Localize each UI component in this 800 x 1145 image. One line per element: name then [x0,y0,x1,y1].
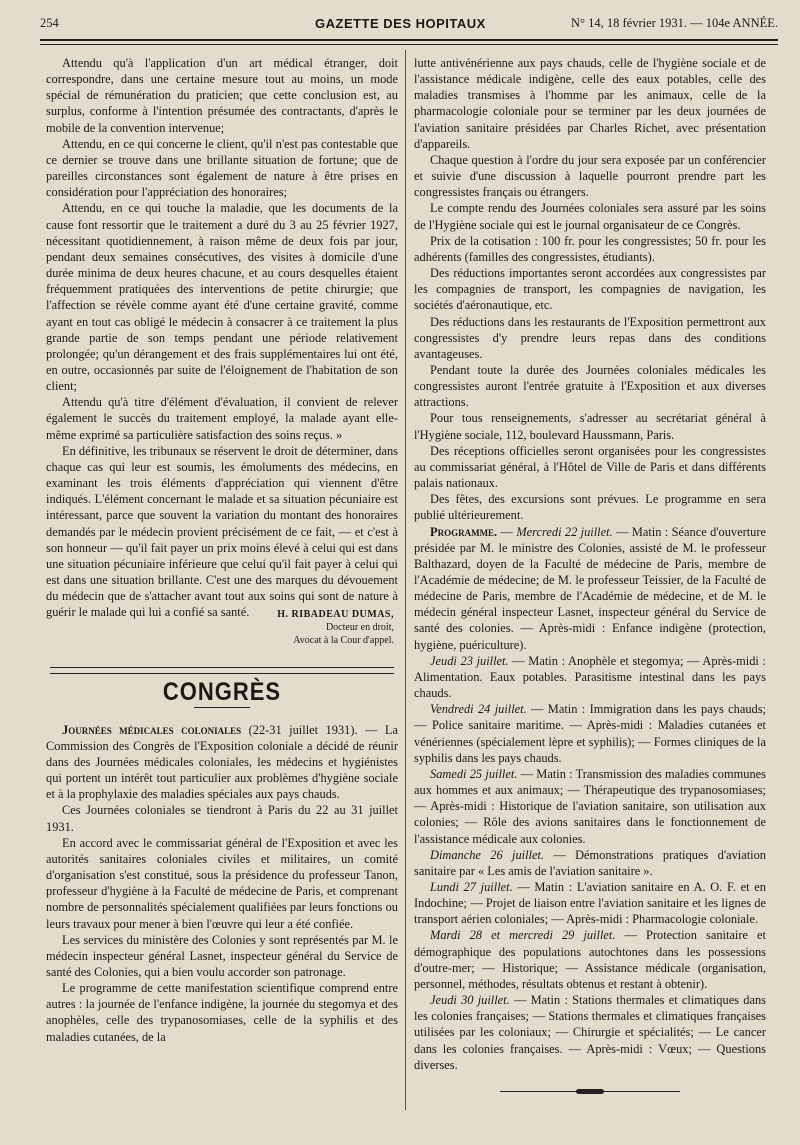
programme-text: — Matin : Séance d'ouverture présidée par M. le ministre des Colonies, assisté de M. le professeur Balthazard, doyen de la Faculté de médecine de Paris, membre de l'Académie de médecine; de M. le professeur Teissier, de la Faculté de médecine de Paris, membre de l'Académie de médecine, et de M. le médecin général inspecteur Lasnet, inspecteur général du Service de santé des colonies. — Après-midi : Enfance indigène (protection, hygiène, puériculture). [414,524,766,652]
programme-date: Samedi 25 juillet. [430,766,518,781]
column-divider [405,50,406,1110]
programme-date: Lundi 27 juillet. [430,879,513,894]
paragraph: Attendu, en ce qui concerne le client, qu'il n'est pas contestable que ce dernier se trouve dans une brillante situation de fortune; que de pareilles circonstances sont également de nature à être prises en considération pour l'appréciation des honoraires; [46,136,398,200]
section-rule [50,667,394,674]
section-title: CONGRÈS [162,677,282,707]
programme-day [414,879,766,927]
author-title: Docteur en droit, [325,622,394,634]
programme-day [414,992,766,1073]
programme-lead: Programme. [430,524,498,539]
programme-day [414,927,766,992]
programme-date: Vendredi 24 juillet. [430,702,527,717]
paragraph: Attendu qu'à l'application d'un art médical étranger, doit correspondre, dans une certaine mesure tout au moins, un mode spécial de rémunération du praticien; que cette conclusion est, au surplus, conforme à l'intention présumée des contractants, d'après le mobile de la convention intervenue; [46,56,398,135]
header-rule [40,39,778,45]
left-column [46,55,398,1045]
programme-text: — Matin : Anophèle et stegomya; — Après-midi : Alimentation. Eaux potables. Parasitisme intestinal dans les pays chauds. [414,653,766,701]
issue-info: N° 14, 18 février 1931. — 104e ANNÉE. [570,16,778,30]
paragraph: En accord avec le commissariat général de l'Exposition et avec les autorités sanitaires coloniales civiles et militaires, un comité d'organisation s'est constitué, sous la présidence du professeur Tanon, professeur d'hygiène à la Faculté de médecine de Paris, et comprenant nombre de personnalités spécialement qualifiées par leurs fonctions ou leurs travaux pour mener à bien l'œuvre qui leur a été confiée. [46,835,398,931]
programme-day [414,766,766,847]
programme-text: — Protection sanitaire et démographique des populations autochtones dans les possessions d'outre-mer; — Historique; — Assistance médicale (organisation, personnel, méthodes, résultats obtenus et restant à obtenir). [414,928,766,991]
title-underline [194,707,250,708]
programme-date: Jeudi 30 juillet. [430,993,510,1008]
programme-day: Programme. — Mercredi 22 juillet. — Matin : Séance d'ouverture présidée par M. le ministre des Colonies, assisté de M. le professeur Balthazard, doyen de la Faculté de médecine de Paris, membre de l'Académie de médecine; de M. le professeur Teissier, de la Faculté de médecine de Paris, membre de l'Académie de médecine, et de M. le médecin général inspecteur Lasnet, inspecteur général du Service de santé des colonies. — Après-midi : Enfance indigène (protection, hygiène, puériculture). [414,524,766,652]
paragraph: Attendu, en ce qui touche la maladie, que les documents de la cause font ressortir que le traitement a duré du 3 au 25 février 1927, nécessitant quotidiennement, à raison même de deux fois par jour, pendant deux semaines consécutives, des visites à domicile d'une durée minima de deux heures chacune, et au cours desquelles étaient fréquemment pratiquées des interventions de petite chirurgie; que l'affection se révèle comme ayant été d'une certaine gravité, comme ayant en tout cas obligé le médecin à consacrer à ce traitement la plus grande partie de son temps pendant une période relativement prolongée; qu'un dérangement et des frais supplémentaires lui ont été, en outre, occasionnés par suite de l'éloignement de l'habitation de son client; [46,201,398,394]
paragraph: Les services du ministère des Colonies y sont représentés par M. le médecin inspecteur général Lasnet, inspecteur général du Service de santé des Colonies, qui a bien voulu accorder son patronage. [46,932,398,979]
programme-text: — Démonstrations pratiques d'aviation sanitaire par « Les amis de l'aviation sanitaire ». [414,847,766,878]
author-name: H. RIBADEAU DUMAS, [277,609,394,621]
congres-text: — La Commission des Congrès de l'Exposition coloniale a décidé de réunir dans des Journées médicales coloniales, les médecins et hygiénistes qui portent un intérêt tout particulier aux problèmes d'hygiène sociale et à la prophylaxie des maladies spéciales aux pays chauds. [46,722,398,802]
paragraph: Des réductions dans les restaurants de l'Exposition permettront aux congressistes d'y prendre leurs repas dans des conditions avantageuses. [414,314,766,361]
programme-day [414,653,766,701]
paragraph: Des réductions importantes seront accordées aux congressistes par les compagnies de transport, les compagnies de navigation, les sociétés d'aéronautique, etc. [414,266,766,313]
paragraph: Des fêtes, des excursions sont prévues. Le programme en sera publié ultérieurement. [414,492,766,523]
programme-day [414,701,766,766]
paragraph: Des réceptions officielles seront organisées pour les congressistes au commissariat général, à l'Hôtel de Ville de Paris et dans différents palais nationaux. [414,443,766,491]
page-number: 254 [40,16,59,30]
paragraph: Le programme de cette manifestation scientifique comprend entre autres : la journée de l'enfance indigène, la journée du stegomya et des anophèles, celle des trypanosomiases, celle de la syphilis et des maladies cutanées, de la [46,981,398,1044]
paragraph: En définitive, les tribunaux se réservent le droit de déterminer, dans chaque cas qui leur est soumis, les émoluments des médecins, en examinant les trois éléments d'appréciation qui viennent d'être indiqués. L'élément concernant le malade et sa situation pécuniaire est intéressant, parce que souvent la variation du montant des honoraires demandés par le médecin provient précisément de ce fait, — et c'est à son honneur — qu'il fait payer un prix moins élevé à celui qui est dans une situation pécuniaire inférieure que celui qu'il fait payer à celui qui est dans une situation brillante. C'est une des marques du dévouement du médecin que de s'attacher avant tout aux soins qui sont de nature à guérir le malade qui lui a confié sa santé. [46,443,398,620]
congres-dates: (22-31 juillet 1931). [241,722,358,737]
paragraph: Prix de la cotisation : 100 fr. pour les congressistes; 50 fr. pour les adhérents (familles des congressistes, étudiants). [414,233,766,264]
paragraph: Chaque question à l'ordre du jour sera exposée par un conférencier et suivie d'une discussion à laquelle pourront prendre part les congressistes français ou étrangers. [414,152,766,200]
paragraph: Ces Journées coloniales se tiendront à Paris du 22 au 31 juillet 1931. [46,803,398,834]
programme-date: Dimanche 26 juillet. [430,847,545,862]
programme-date: Jeudi 23 juillet. [430,653,509,668]
paragraph: lutte antivénérienne aux pays chauds, celle de l'hygiène sociale et de l'assistance médicale indigène, celle des eaux potables, celle des maladies transmises à l'homme par les animaux, celle de la pharmacologie coloniale pour se terminer par les deux journées de l'aviation sanitaire présidées par Charles Richet, avec présentation d'appareils. [414,56,766,151]
page-header [40,14,778,36]
journal-title: GAZETTE DES HOPITAUX [315,16,486,31]
paragraph: Pour tous renseignements, s'adresser au secrétariat général à l'Hygiène sociale, 112, boulevard Haussmann, Paris. [414,411,766,442]
programme-date: Mardi 28 et mercredi 29 juillet. [430,928,616,943]
programme-text: — Matin : Stations thermales et climatiques dans les colonies françaises; — Stations thermales et climatiques françaises utilisées par les coloniaux; — Chirurgie et spécialités; — Le cancer dans les colonies françaises. — Après-midi : Vœux; — Questions diverses. [414,993,766,1072]
paragraph: Pendant toute la durée des Journées coloniales médicales les congressistes auront l'entrée gratuite à l'Exposition et aux diverses attractions. [414,362,766,410]
paragraph: Le compte rendu des Journées coloniales sera assuré par les soins de l'Hygiène sociale qui est le journal organisateur de ce Congrès. [414,201,766,232]
programme-day [414,847,766,879]
right-column [414,55,766,1095]
end-ornament-rule [500,1089,680,1095]
programme-text: — Matin : Transmission des maladies communes aux hommes et aux animaux; — Thérapeutique des trypanosomiases; — Après-midi : Historique de l'aviation sanitaire, son utilisation aux colonies; — Rôle des avions sanitaires dans le fonctionnement de l'assistance médicale aux colonies. [414,766,766,846]
congres-intro [46,722,398,803]
programme-text: — Matin : L'aviation sanitaire en A. O. F. et en Indochine; — Projet de liaison entre l'aviation sanitaire et les lignes de transport aérien coloniales; — Après-midi : Pharmacologie coloniale. [414,879,766,927]
paragraph: Attendu qu'à titre d'élément d'évaluation, il convient de relever également le succès du traitement employé, la malade ayant elle-même exprimé sa particulière satisfaction des soins reçus. » [46,395,398,442]
author-affiliation: Avocat à la Cour d'appel. [293,635,394,647]
programme-date: Mercredi 22 juillet. [516,524,613,539]
congres-heading: Journées médicales coloniales [62,722,242,737]
programme-text: — Matin : Immigration dans les pays chauds; — Police sanitaire maritime. — Après-midi : Maladies cutanées et vénériennes (spécialement lèpre et syphilis); — Formes cliniques de la syphilis dans les pays chauds. [414,702,766,765]
